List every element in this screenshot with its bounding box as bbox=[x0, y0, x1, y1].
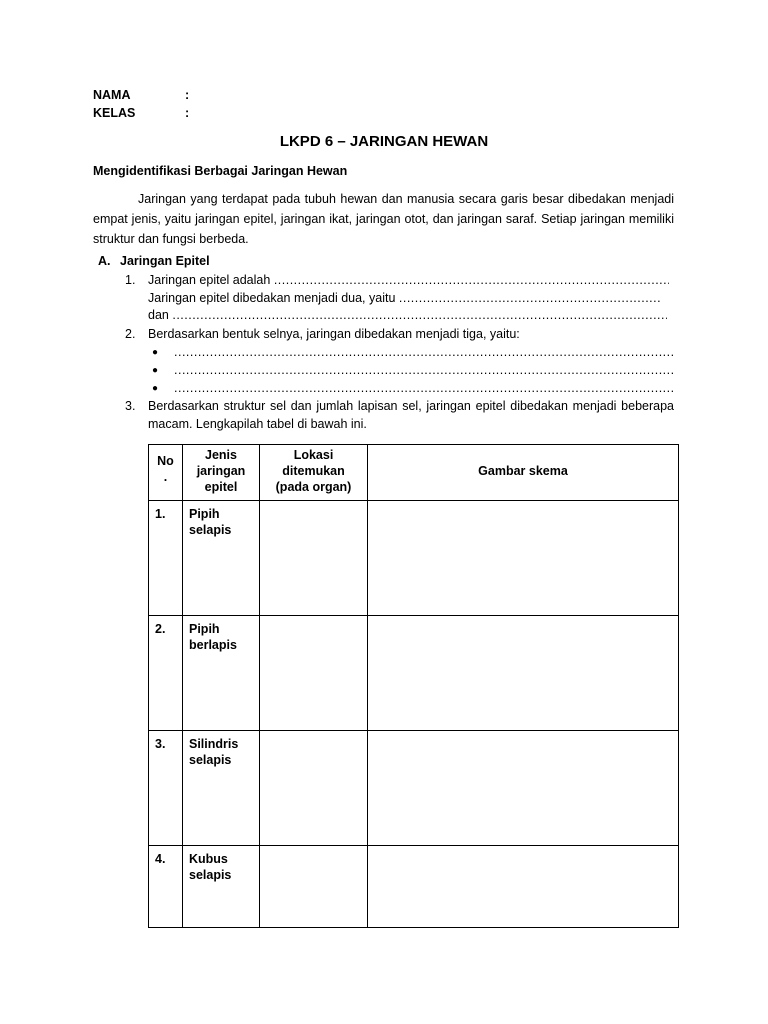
q2-blank-2 bbox=[174, 363, 674, 377]
q1-line1-blank bbox=[274, 273, 669, 287]
cell-jenis: Pipih berlapis bbox=[183, 616, 260, 731]
table-row bbox=[149, 846, 679, 928]
q1-line1-text: Jaringan epitel adalah bbox=[148, 273, 271, 287]
cell-lokasi-input[interactable] bbox=[260, 731, 368, 846]
q3-text: Berdasarkan struktur sel dan jumlah lapisan sel, jaringan epitel dibedakan menjadi beberapa macam. Lengkapilah tabel di bawah ini. bbox=[148, 399, 674, 431]
epitel-table bbox=[148, 444, 679, 928]
q2-number: 2. bbox=[125, 327, 136, 341]
bullet-icon: ● bbox=[152, 365, 159, 376]
cell-lokasi-input[interactable] bbox=[260, 846, 368, 928]
page-title: LKPD 6 – JARINGAN HEWAN bbox=[279, 133, 489, 150]
cell-no: 4. bbox=[149, 846, 183, 928]
page-subtitle: Mengidentifikasi Berbagai Jaringan Hewan bbox=[93, 164, 348, 178]
q1-number: 1. bbox=[125, 273, 136, 287]
table-row bbox=[149, 731, 679, 846]
cell-gambar-input[interactable] bbox=[368, 846, 679, 928]
header-lokasi: Lokasi ditemukan (pada organ) bbox=[260, 445, 368, 501]
bullet-icon: ● bbox=[152, 347, 159, 358]
nama-colon: : bbox=[185, 88, 190, 102]
table-row bbox=[149, 616, 679, 731]
cell-no: 3. bbox=[149, 731, 183, 846]
cell-lokasi-input[interactable] bbox=[260, 616, 368, 731]
q1-line3 bbox=[148, 308, 674, 322]
cell-lokasi-input[interactable] bbox=[260, 501, 368, 616]
header-no: No . bbox=[149, 445, 183, 501]
cell-gambar-input[interactable] bbox=[368, 616, 679, 731]
table-header-row bbox=[149, 445, 679, 501]
q1-line3-text: dan bbox=[148, 308, 169, 322]
q3-number: 3. bbox=[125, 399, 136, 413]
q2-blank-1 bbox=[174, 345, 674, 359]
cell-no: 2. bbox=[149, 616, 183, 731]
header-jenis: Jenis jaringan epitel bbox=[183, 445, 260, 501]
table-row bbox=[149, 501, 679, 616]
cell-gambar-input[interactable] bbox=[368, 501, 679, 616]
nama-label: NAMA bbox=[93, 88, 131, 102]
q2-text: Berdasarkan bentuk selnya, jaringan dibedakan menjadi tiga, yaitu: bbox=[148, 327, 520, 341]
kelas-label: KELAS bbox=[93, 106, 136, 120]
cell-jenis: Pipih selapis bbox=[183, 501, 260, 616]
q1-line1 bbox=[148, 273, 674, 287]
section-a-heading: Jaringan Epitel bbox=[120, 254, 210, 268]
intro-paragraph: Jaringan yang terdapat pada tubuh hewan dan manusia secara garis besar dibedakan menjadi empat jenis, yaitu jaringan epitel, jaringan ikat, jaringan otot, dan jaringan saraf. Setiap jaringan memiliki struktur dan fungsi berbeda. bbox=[93, 192, 674, 246]
q2-blank-3 bbox=[174, 381, 674, 395]
q1-line2-blank bbox=[399, 291, 661, 305]
kelas-colon: : bbox=[185, 106, 190, 120]
cell-gambar-input[interactable] bbox=[368, 731, 679, 846]
q1-line2-text: Jaringan epitel dibedakan menjadi dua, yaitu bbox=[148, 291, 396, 305]
section-a-marker: A. bbox=[98, 254, 111, 268]
cell-jenis: Kubus selapis bbox=[183, 846, 260, 928]
cell-no: 1. bbox=[149, 501, 183, 616]
q1-line2 bbox=[148, 291, 674, 305]
cell-jenis: Silindris selapis bbox=[183, 731, 260, 846]
q1-line3-blank bbox=[172, 308, 667, 322]
header-gambar: Gambar skema bbox=[368, 445, 679, 501]
bullet-icon: ● bbox=[152, 383, 159, 394]
